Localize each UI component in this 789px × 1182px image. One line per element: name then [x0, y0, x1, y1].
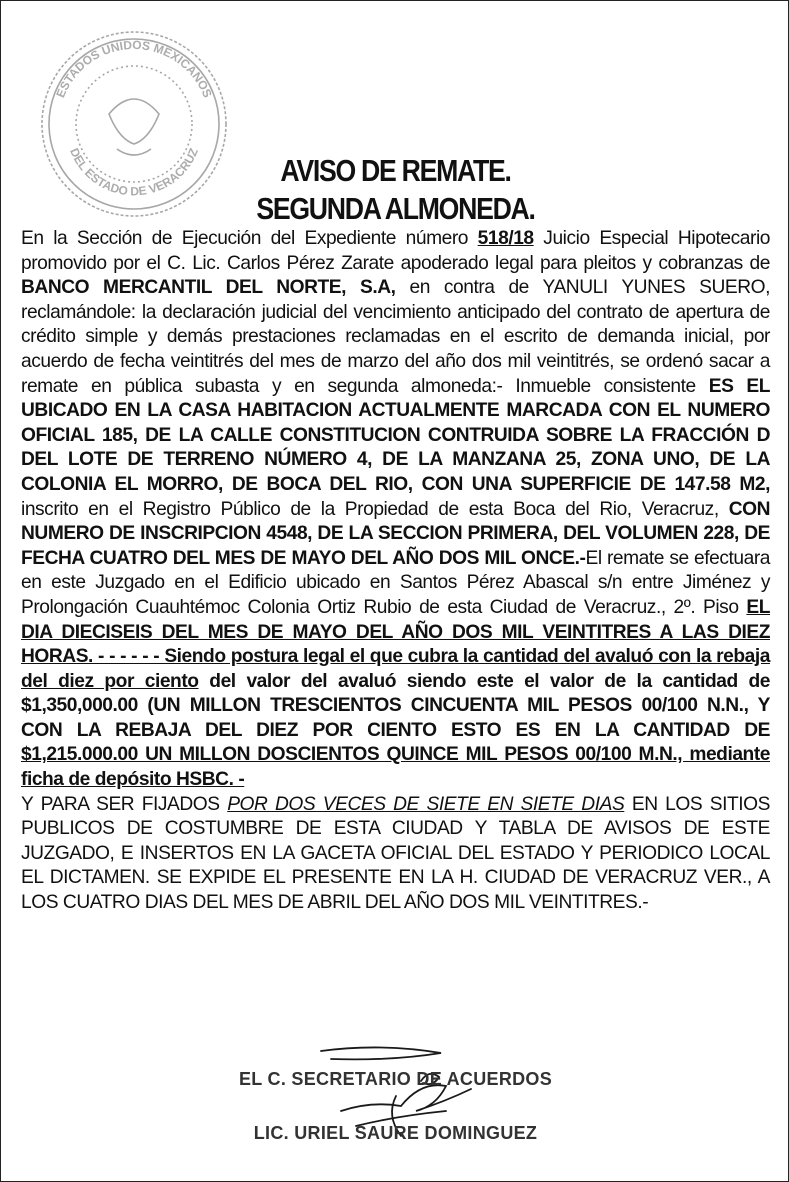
seal-top-text: ESTADOS UNIDOS MEXICANOS: [53, 37, 215, 100]
text-segment: El remate se efectuara en este Juzgado en el Edificio ubicado en Santos Pérez Abascal s/n entre Jiménez y Prolongación Cuauhtémoc Colonia Ortiz Rubio de esta Ciudad de Veracruz., 2º. Piso: [21, 547, 770, 618]
expediente-number: 518/18: [477, 228, 534, 249]
appraisal-value: del valor del avaluó siendo este el valor de la cantidad de $1,350,000.00 (UN MILLON TRESCIENTOS CINCUENTA MIL PESOS 00/100 N.N., Y CON LA REBAJA DEL DIEZ POR CIENTO ESTO ES EN LA CANTIDAD DE: [21, 670, 770, 741]
main-paragraph: [21, 227, 770, 793]
signer-name: LIC. URIEL SAURE DOMINGUEZ: [253, 1123, 538, 1143]
bank-name: BANCO MERCANTIL DEL NORTE, S.A,: [21, 277, 396, 299]
property-description: ES EL UBICADO EN LA CASA HABITACION ACTUALMENTE MARCADA CON EL NUMERO OFICIAL 185, DE LA CALLE CONSTITUCION CONTRUIDA SOBRE LA FRACCIÓN D DEL LOTE DE TERRENO NÚMERO 4, DE LA MANZANA 25, ZONA UNO, DE LA COLONIA EL MORRO, DE BOCA DEL RIO, CON UNA SUPERFICIE DE 147.58 M2,: [21, 375, 770, 495]
auction-date: EL DIA DIECISEIS DEL MES DE MAYO DEL AÑO DOS MIL VEINTITRES A LAS DIEZ HORAS. - - - - - - Siendo postura legal el que cubra la cantidad del avaluó con la rebaja del diez por ciento: [21, 596, 770, 692]
signer-role: EL C. SECRETARIO DE ACUERDOS: [238, 1069, 553, 1089]
text-segment: Juicio Especial Hipotecario promovido por el C. Lic. Carlos Pérez Zarate apoderado legal para pleitos y cobranzas de: [21, 228, 770, 274]
notice-subtitle: SEGUNDA ALMONEDA.: [256, 191, 535, 226]
notice-title: AVISO DE REMATE.: [280, 153, 511, 188]
closing-paragraph: [21, 793, 770, 916]
text-segment: inscrito en el Registro Público de la Propiedad de esta Boca del Rio, Veracruz,: [21, 498, 729, 520]
svg-text:ESTADOS UNIDOS MEXICANOS: [53, 38, 215, 100]
reduced-amount: $1,215.000.00 UN MILLON DOSCIENTOS QUINCE MIL PESOS 00/100 M.N., mediante ficha de depósito HSBC. -: [21, 744, 770, 791]
text-segment: En la Sección de Ejecución del Expediente número: [21, 228, 478, 249]
registration-details: CON NUMERO DE INSCRIPCION 4548, DE LA SECCION PRIMERA, DEL VOLUMEN 228, DE FECHA CUATRO DEL MES DE MAYO DEL AÑO DOS MIL ONCE.-: [21, 498, 770, 569]
publication-frequency: POR DOS VECES DE SIETE EN SIETE DIAS: [227, 793, 625, 815]
seal-bottom-text: DEL ESTADO DE VERACRUZ: [67, 146, 201, 199]
text-segment: EN LOS SITIOS PUBLICOS DE COSTUMBRE DE ESTA CIUDAD Y TABLA DE AVISOS DE ESTE JUZGADO, E INSERTOS EN LA GACETA OFICIAL DEL ESTADO Y PERIODICO LOCAL EL DICTAMEN. SE EXPIDE EL PRESENTE EN LA H. CIUDAD DE VERACRUZ VER., A LOS CUATRO DIAS DEL MES DE ABRIL DEL AÑO DOS MIL VEINTITRES.-: [21, 793, 770, 914]
text-segment: en contra de YANULI YUNES SUERO, reclamándole: la declaración judicial del vencimiento anticipado del contrato de apertura de crédito simple y demás prestaciones reclamadas en el escrito de demanda inicial, por acuerdo de fecha veintitrés del mes de marzo del año dos mil veintitrés, se ordenó sacar a remate en pública subasta y en segunda almoneda:- Inmueble consistente: [21, 277, 770, 397]
notice-body: [21, 227, 770, 916]
text-segment: Y PARA SER FIJADOS: [21, 793, 228, 815]
